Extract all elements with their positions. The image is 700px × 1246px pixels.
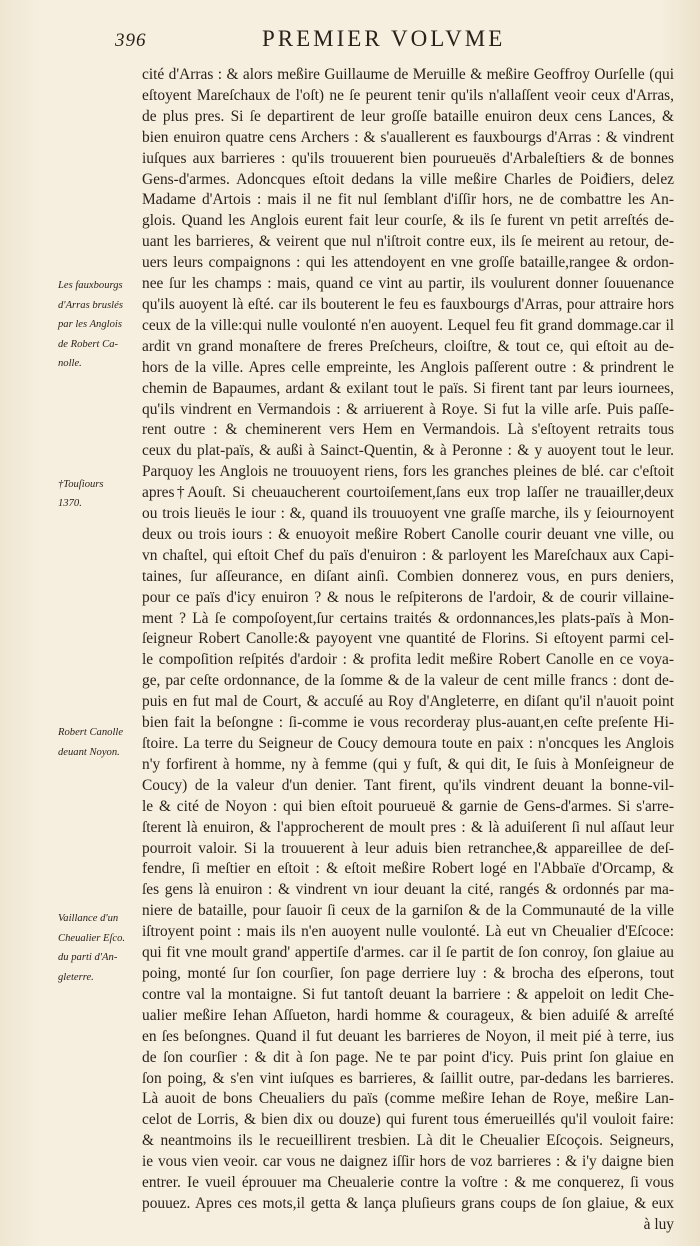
margin-note-line: †Touſiours bbox=[58, 478, 104, 490]
margin-note-line: 1370. bbox=[58, 498, 82, 510]
margin-note-line: par les Anglois bbox=[58, 319, 122, 331]
text-line: vn chaſtel, qui eſtoit Chef du païs d'enuiron : & parloyent les Mareſchaux aux Capi- bbox=[142, 546, 674, 564]
text-line: qu'ils vindrent en Vermandois : & arriuerent à Roye. Si fut la ville arſe. Puis paſſe- bbox=[142, 400, 674, 418]
text-line: Là auoit de bons Cheualiers du païs (comme meßire Iehan de Roye, meßire Lan- bbox=[142, 1090, 674, 1108]
text-line: nee ſur les champs : mais, quand ce vint au partir, ils voulurent donner ſouuenance bbox=[142, 275, 674, 293]
text-line: ualier meßire Iehan Aſſueton, hardi homme & courageux, & bien aduiſé & arreſté bbox=[142, 1006, 674, 1024]
text-line: uant les barrieres, & veirent que nul n'iſtroit contre eux, ils ſe meirent au retour, de- bbox=[142, 233, 674, 251]
text-line: iſtroyent point : mais ils n'en auoyent nulle voulonté. Là eut vn Cheualier d'Eſcoce: bbox=[142, 923, 674, 941]
text-line: deux ou trois iours : & enuoyoit meßire Robert Canolle courir deuant vne ville, ou bbox=[142, 525, 674, 543]
running-title: PREMIER VOLVME bbox=[262, 26, 506, 51]
margin-note-line: nolle. bbox=[58, 358, 82, 370]
margin-note-line: gleterre. bbox=[58, 972, 94, 984]
text-line: eſtoyent Mareſchaux de l'oſt) ne ſe peurent tenir qu'ils n'allaſſent veoir ceux d'Arras, bbox=[142, 86, 674, 104]
text-line: apres†Aouſt. Si cheuaucherent courtoiſement,ſans eux trop laſſer ne trauailler,deux bbox=[142, 484, 674, 502]
margin-note-line: Robert Canolle bbox=[58, 727, 124, 739]
text-line: ardit vn grand monaſtere de freres Preſcheurs, cloiſtre, & tout ce, qui eſtoit au de- bbox=[142, 337, 674, 355]
text-line: n'y forfirent à homme, ny à femme (qui y fuſt, & qui dit, Ie ſuis à Monſeigneur de bbox=[142, 755, 674, 773]
text-line: ſtoire. La terre du Seigneur de Coucy demoura toute en paix : n'oncques les Anglois bbox=[142, 735, 674, 752]
text-line: de plus pres. Si ſe departirent de leur groſſe bataille enuiron deux cens Lances, & bbox=[142, 107, 674, 125]
text-line: bien enuiron quatre cens Archers : & s'auallerent es fauxbourgs d'Arras : & vindrent bbox=[142, 128, 674, 146]
margin-note-line: deuant Noyon. bbox=[58, 746, 120, 758]
text-line: niere de bataille, pour ſauoir ſi ceux de la garniſon & de la Communauté de la ville bbox=[142, 902, 674, 920]
text-line: à luy bbox=[643, 1215, 674, 1233]
text-line: poing, monté ſur ſon courſier, ſon page derriere luy : & brocha des eſperons, tout bbox=[142, 964, 674, 982]
text-line: Gens-d'armes. Adoncques eſtoit dedans la ville meßire Charles de Poiđiers, delez bbox=[142, 170, 674, 188]
text-line: pour ce païs d'icy enuiron ? & nous le reſpiterons de l'ardoir, & de courir villaine- bbox=[142, 588, 674, 606]
text-line: le compoſition reſpités d'ardoir : & profita ledit meßire Robert Canolle en ce voya- bbox=[142, 651, 674, 669]
text-line: pouuez. Apres ces mots,il getta & lança pluſieurs grans coups de ſon glaiue, & eux bbox=[142, 1194, 674, 1212]
text-line: taines, ſur aſſeurance, en diſant ainſi. Combien donnerez vous, en purs deniers, bbox=[142, 567, 674, 585]
text-line: qui fit vne moult grand' appertiſe d'armes. car il ſe partit de ſon conroy, ſon glaiue au bbox=[142, 944, 674, 962]
margin-note-line: de Robert Ca- bbox=[58, 338, 119, 350]
text-line: en ſes beſongnes. Quand il fut deuant les barrieres de Noyon, il meit pié à terre, ius bbox=[142, 1027, 674, 1045]
text-line: ceux du plat-païs, & außi à Sainct-Quentin, & à Peronne : & y auoyent tout le leur. bbox=[142, 442, 674, 460]
margin-note-line: d'Arras bruslés bbox=[58, 299, 123, 311]
text-line: chemin de Bapaumes, ardant & exilant tout le païs. Si firent tant par leurs iournees, bbox=[142, 379, 674, 397]
text-line: Madame d'Artois : mais il ne fit nul ſemblant d'iſſir hors, ne de combattre les An- bbox=[142, 191, 674, 209]
text-line: ceux de la ville:qui nulle voulonté n'en auoyent. Lequel feu fit grand dommage.car il bbox=[142, 316, 674, 334]
text-line: ſterent là enuiron, & l'approcherent de moult pres : & là aduiſerent ſi nul aſſaut leur bbox=[142, 818, 674, 836]
text-line: celot de Lorris, & bien dix ou douze) qui furent tous émerueillés qu'il vouloit faire: bbox=[142, 1111, 674, 1129]
page-number: 396 bbox=[115, 30, 147, 51]
margin-note bbox=[58, 475, 144, 514]
text-line: ie vous vien veoir. car vous ne daignez iſſir hors de voz barrieres : & i'y daigne bien bbox=[142, 1153, 674, 1171]
text-line: ge, par ceſte ordonnance, de la ſomme & de la valeur de cent mille francs : dont de- bbox=[142, 672, 674, 690]
text-line: entrer. Ie vueil éprouuer ma Cheualerie contre la voſtre : & me conquerez, ſi vous bbox=[142, 1174, 674, 1192]
text-line: ou trois lieuës le iour : &, quand ils trouuoyent vne graſſe marche, ils y ſeiournoyent bbox=[142, 505, 674, 523]
text-line: bien fait la beſongne : ſi-comme ie vous recorderay plus-auant,en ceſte preſente Hi- bbox=[142, 714, 674, 732]
text-line: uers leurs compaignons : qui les attendoyent en vne groſſe bataille,rangee & ordon- bbox=[142, 254, 674, 272]
text-line: fendre, ſi meſtier en eſtoit : & eſtoit meßire Robert logé en l'Abbaïe d'Orcamp, & bbox=[142, 860, 674, 878]
text-line: le & cité de Noyon : qui bien eſtoit pourueuë & garnie de Gens-d'armes. Si s'arre- bbox=[142, 797, 674, 815]
text-line: ſeigneur Robert Canolle:& payoyent vne quantité de Florins. Si eſtoyent parmi cel- bbox=[142, 630, 674, 648]
text-line: Parquoy les Anglois ne trouuoyent riens, fors les granches pleines de blé. car c'eſtoit bbox=[142, 463, 674, 481]
margin-note-line: du parti d'An- bbox=[58, 952, 118, 964]
text-line: pourroit valoir. Si la trouuerent à leur aduis bien retranchee,& appareillee de deſ- bbox=[142, 839, 674, 857]
margin-note bbox=[58, 276, 144, 374]
text-line: ſes gens là enuiron : & vindrent vn iour deuant la cité, rangés & ordonnés par ma- bbox=[142, 881, 674, 899]
margin-note-line: Vaillance d'un bbox=[58, 913, 119, 925]
text-line: glois. Quand les Anglois eurent fait leur courſe, & ils ſe furent vn petit arreſtés de- bbox=[142, 212, 674, 230]
page-header bbox=[0, 24, 700, 54]
text-line: puis en fut mal de Court, & accuſé au Roy d'Angleterre, en diſant qu'il n'auoit point bbox=[142, 693, 674, 711]
text-line: rent outre : & cheminerent vers Hem en Vermandois. Là s'eſtoyent retraits tous bbox=[142, 421, 674, 439]
text-line: & neantmoins ils le recueillirent tresbien. Là dit le Cheualier Eſcoçois. Seigneurs, bbox=[142, 1132, 674, 1150]
text-line: hors de la ville. Apres celle empreinte, les Anglois paſſerent outre : & prindrent le bbox=[142, 358, 674, 376]
margin-note bbox=[58, 909, 144, 987]
text-line: ſon poing, & s'en vint iuſques es barrieres, & ſaillit outre, par-dedans les barrieres. bbox=[142, 1069, 674, 1087]
text-line: Coucy) de la valeur d'un denier. Tant firent, qu'ils vindrent deuant la bonne-vil- bbox=[142, 776, 674, 794]
text-line: de ſon courſier : & dit à ſon page. Ne te par point d'icy. Puis print ſon glaiue en bbox=[142, 1048, 674, 1066]
text-line: cité d'Arras : & alors meßire Guillaume de Meruille & meßire Geoffroy Ourſelle (qui bbox=[142, 66, 674, 83]
text-line: contre val la montaigne. Si fut tantoſt deuant la barriere : & appeloit on ledit Che- bbox=[142, 985, 674, 1003]
body-text bbox=[142, 65, 674, 1236]
margin-note-line: Les fauxbourgs bbox=[58, 280, 123, 291]
text-line: iuſques aux barrieres : qu'ils trouuerent bien pourueuës d'Arbaleſtiers & de bonnes bbox=[142, 149, 674, 167]
text-line: ment ? Là ſe compoſoyent,ſur certains traités & ordonnances,les plats-païs à Mon- bbox=[142, 609, 674, 627]
margin-note bbox=[58, 723, 144, 762]
text-line: qu'ils auoyent là eſté. car ils bouterent le feu es fauxbourgs d'Arras, pour attraire hors bbox=[142, 295, 674, 313]
margin-note-line: Cheualier Eſco. bbox=[58, 932, 126, 944]
